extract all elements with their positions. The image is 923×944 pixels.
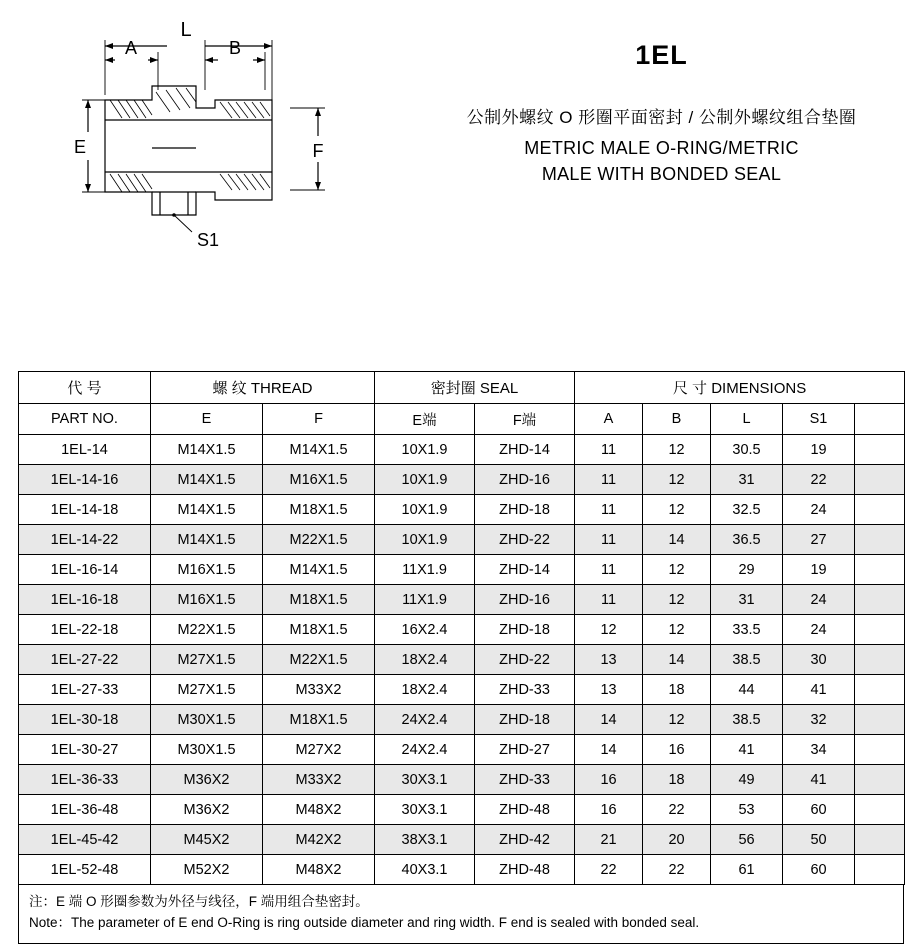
cell-a: 13 — [575, 675, 643, 705]
cell-blank — [855, 645, 905, 675]
cell-thread-e: M27X1.5 — [151, 675, 263, 705]
table-row — [19, 795, 905, 825]
dim-label-a: A — [124, 38, 138, 58]
fitting-drawing-svg — [0, 0, 400, 300]
cell-seal-e: 24X2.4 — [375, 705, 475, 735]
cell-b: 14 — [643, 645, 711, 675]
cell-thread-e: M45X2 — [151, 825, 263, 855]
cell-a: 11 — [575, 585, 643, 615]
cell-l: 29 — [711, 555, 783, 585]
cell-part-no: 1EL-22-18 — [19, 615, 151, 645]
sub-header-l: L — [711, 404, 783, 435]
cell-seal-f: ZHD-16 — [475, 465, 575, 495]
cell-seal-e: 11X1.9 — [375, 585, 475, 615]
cell-seal-f: ZHD-16 — [475, 585, 575, 615]
cell-seal-f: ZHD-33 — [475, 765, 575, 795]
description-english-line1: METRIC MALE O-RING/METRIC — [524, 138, 799, 158]
sub-header-seal-f: F端 — [475, 404, 575, 435]
cell-a: 13 — [575, 645, 643, 675]
cell-l: 56 — [711, 825, 783, 855]
cell-blank — [855, 765, 905, 795]
cell-s1: 19 — [783, 555, 855, 585]
cell-a: 11 — [575, 495, 643, 525]
cell-seal-f: ZHD-22 — [475, 525, 575, 555]
cell-a: 22 — [575, 855, 643, 885]
cell-b: 22 — [643, 795, 711, 825]
table-group-header-row — [19, 372, 905, 404]
cell-a: 11 — [575, 555, 643, 585]
cell-s1: 41 — [783, 765, 855, 795]
sub-header-thread-e: E — [151, 404, 263, 435]
cell-blank — [855, 795, 905, 825]
cell-thread-f: M18X1.5 — [263, 585, 375, 615]
cell-part-no: 1EL-36-48 — [19, 795, 151, 825]
dim-label-s1: S1 — [196, 230, 220, 250]
cell-part-no: 1EL-14 — [19, 435, 151, 465]
cell-a: 12 — [575, 615, 643, 645]
cell-thread-e: M22X1.5 — [151, 615, 263, 645]
cell-thread-f: M48X2 — [263, 795, 375, 825]
table-row — [19, 555, 905, 585]
cell-seal-f: ZHD-14 — [475, 435, 575, 465]
table-body — [19, 435, 905, 885]
cell-s1: 24 — [783, 585, 855, 615]
cell-l: 36.5 — [711, 525, 783, 555]
cell-blank — [855, 555, 905, 585]
note-chinese: 注：E 端 O 形圈参数为外径与线径，F 端用组合垫密封。 — [29, 894, 369, 909]
cell-thread-f: M33X2 — [263, 675, 375, 705]
cell-l: 32.5 — [711, 495, 783, 525]
cell-seal-e: 40X3.1 — [375, 855, 475, 885]
cell-seal-e: 30X3.1 — [375, 765, 475, 795]
description-english-line2: MALE WITH BONDED SEAL — [541, 164, 782, 185]
cell-seal-e: 30X3.1 — [375, 795, 475, 825]
cell-b: 12 — [643, 705, 711, 735]
cell-seal-e: 10X1.9 — [375, 495, 475, 525]
cell-part-no: 1EL-16-18 — [19, 585, 151, 615]
cell-blank — [855, 735, 905, 765]
table-row — [19, 465, 905, 495]
cell-blank — [855, 705, 905, 735]
group-header-seal: 密封圈 SEAL — [375, 372, 575, 404]
specification-table — [18, 371, 905, 885]
cell-thread-e: M30X1.5 — [151, 705, 263, 735]
cell-seal-f: ZHD-18 — [475, 615, 575, 645]
cell-part-no: 1EL-14-18 — [19, 495, 151, 525]
specification-table-wrapper — [18, 371, 904, 944]
cell-thread-e: M36X2 — [151, 795, 263, 825]
cell-thread-f: M14X1.5 — [263, 435, 375, 465]
cell-thread-f: M48X2 — [263, 855, 375, 885]
cell-s1: 32 — [783, 705, 855, 735]
table-row — [19, 585, 905, 615]
cell-part-no: 1EL-45-42 — [19, 825, 151, 855]
cell-blank — [855, 675, 905, 705]
table-row — [19, 705, 905, 735]
cell-l: 61 — [711, 855, 783, 885]
cell-thread-e: M27X1.5 — [151, 645, 263, 675]
cell-thread-e: M14X1.5 — [151, 495, 263, 525]
cell-b: 12 — [643, 495, 711, 525]
table-row — [19, 645, 905, 675]
sub-header-part-no: PART NO. — [19, 404, 151, 435]
cell-thread-f: M22X1.5 — [263, 645, 375, 675]
table-row — [19, 825, 905, 855]
cell-seal-e: 10X1.9 — [375, 525, 475, 555]
cell-seal-e: 16X2.4 — [375, 615, 475, 645]
cell-thread-e: M36X2 — [151, 765, 263, 795]
cell-s1: 24 — [783, 615, 855, 645]
table-row — [19, 765, 905, 795]
cell-s1: 50 — [783, 825, 855, 855]
cell-seal-f: ZHD-48 — [475, 855, 575, 885]
table-row — [19, 675, 905, 705]
cell-b: 12 — [643, 615, 711, 645]
cell-part-no: 1EL-14-16 — [19, 465, 151, 495]
cell-a: 14 — [575, 705, 643, 735]
cell-seal-e: 18X2.4 — [375, 675, 475, 705]
cell-l: 49 — [711, 765, 783, 795]
table-row — [19, 435, 905, 465]
cell-part-no: 1EL-16-14 — [19, 555, 151, 585]
cell-thread-e: M14X1.5 — [151, 465, 263, 495]
cell-thread-e: M30X1.5 — [151, 735, 263, 765]
cell-b: 12 — [643, 435, 711, 465]
sub-header-a: A — [575, 404, 643, 435]
cell-a: 11 — [575, 525, 643, 555]
cell-thread-e: M14X1.5 — [151, 435, 263, 465]
cell-b: 18 — [643, 765, 711, 795]
cell-l: 31 — [711, 465, 783, 495]
cell-s1: 19 — [783, 435, 855, 465]
cell-seal-e: 11X1.9 — [375, 555, 475, 585]
cell-thread-f: M27X2 — [263, 735, 375, 765]
cell-thread-f: M42X2 — [263, 825, 375, 855]
cell-blank — [855, 495, 905, 525]
cell-seal-f: ZHD-48 — [475, 795, 575, 825]
cell-s1: 24 — [783, 495, 855, 525]
cell-a: 11 — [575, 465, 643, 495]
cell-l: 31 — [711, 585, 783, 615]
note-english: Note：The parameter of E end O-Ring is ring outside diameter and ring width. F end is sealed with bonded seal. — [29, 914, 700, 930]
cell-thread-f: M18X1.5 — [263, 615, 375, 645]
group-header-dimensions: 尺 寸 DIMENSIONS — [575, 372, 905, 404]
cell-a: 16 — [575, 795, 643, 825]
header-section — [0, 0, 923, 300]
cell-thread-f: M16X1.5 — [263, 465, 375, 495]
group-header-part: 代 号 — [19, 372, 151, 404]
cell-seal-e: 18X2.4 — [375, 645, 475, 675]
cell-l: 33.5 — [711, 615, 783, 645]
cell-a: 14 — [575, 735, 643, 765]
table-sub-header-row — [19, 404, 905, 435]
cell-blank — [855, 465, 905, 495]
cell-seal-e: 10X1.9 — [375, 435, 475, 465]
cell-thread-f: M18X1.5 — [263, 495, 375, 525]
cell-part-no: 1EL-14-22 — [19, 525, 151, 555]
cell-thread-f: M14X1.5 — [263, 555, 375, 585]
dim-label-e: E — [73, 137, 87, 157]
table-row — [19, 735, 905, 765]
cell-part-no: 1EL-30-27 — [19, 735, 151, 765]
cell-thread-f: M18X1.5 — [263, 705, 375, 735]
cell-part-no: 1EL-27-22 — [19, 645, 151, 675]
cell-thread-e: M16X1.5 — [151, 585, 263, 615]
cell-seal-f: ZHD-33 — [475, 675, 575, 705]
cell-seal-f: ZHD-42 — [475, 825, 575, 855]
cell-seal-f: ZHD-18 — [475, 705, 575, 735]
table-row — [19, 855, 905, 885]
title-block — [400, 0, 923, 187]
cell-l: 38.5 — [711, 705, 783, 735]
cell-s1: 60 — [783, 795, 855, 825]
cell-s1: 22 — [783, 465, 855, 495]
sub-header-s1: S1 — [783, 404, 855, 435]
cell-seal-e: 24X2.4 — [375, 735, 475, 765]
fitting-drawing — [0, 0, 400, 300]
cell-s1: 30 — [783, 645, 855, 675]
cell-b: 12 — [643, 555, 711, 585]
cell-b: 20 — [643, 825, 711, 855]
cell-blank — [855, 585, 905, 615]
sub-header-blank — [855, 404, 905, 435]
cell-s1: 34 — [783, 735, 855, 765]
cell-l: 41 — [711, 735, 783, 765]
cell-l: 38.5 — [711, 645, 783, 675]
cell-s1: 41 — [783, 675, 855, 705]
cell-b: 22 — [643, 855, 711, 885]
table-row — [19, 495, 905, 525]
sub-header-thread-f: F — [263, 404, 375, 435]
notes-box — [18, 885, 904, 944]
cell-a: 11 — [575, 435, 643, 465]
dim-label-f: F — [312, 141, 324, 161]
cell-thread-e: M16X1.5 — [151, 555, 263, 585]
table-row — [19, 525, 905, 555]
cell-blank — [855, 855, 905, 885]
product-code: 1EL — [635, 40, 688, 70]
cell-blank — [855, 435, 905, 465]
cell-b: 16 — [643, 735, 711, 765]
cell-thread-e: M52X2 — [151, 855, 263, 885]
cell-s1: 60 — [783, 855, 855, 885]
cell-b: 14 — [643, 525, 711, 555]
dim-label-l: L — [180, 19, 192, 41]
cell-part-no: 1EL-27-33 — [19, 675, 151, 705]
cell-l: 30.5 — [711, 435, 783, 465]
cell-part-no: 1EL-52-48 — [19, 855, 151, 885]
cell-seal-f: ZHD-27 — [475, 735, 575, 765]
group-header-thread: 螺 纹 THREAD — [151, 372, 375, 404]
cell-part-no: 1EL-36-33 — [19, 765, 151, 795]
cell-seal-f: ZHD-22 — [475, 645, 575, 675]
cell-l: 44 — [711, 675, 783, 705]
cell-seal-e: 38X3.1 — [375, 825, 475, 855]
cell-l: 53 — [711, 795, 783, 825]
cell-blank — [855, 615, 905, 645]
cell-blank — [855, 525, 905, 555]
cell-b: 18 — [643, 675, 711, 705]
cell-a: 21 — [575, 825, 643, 855]
cell-seal-f: ZHD-14 — [475, 555, 575, 585]
sub-header-seal-e: E端 — [375, 404, 475, 435]
cell-seal-f: ZHD-18 — [475, 495, 575, 525]
cell-blank — [855, 825, 905, 855]
description-chinese: 公制外螺纹 O 形圈平面密封 / 公制外螺纹组合垫圈 — [466, 108, 857, 127]
cell-b: 12 — [643, 585, 711, 615]
cell-thread-f: M22X1.5 — [263, 525, 375, 555]
cell-seal-e: 10X1.9 — [375, 465, 475, 495]
cell-thread-e: M14X1.5 — [151, 525, 263, 555]
sub-header-b: B — [643, 404, 711, 435]
table-row — [19, 615, 905, 645]
cell-thread-f: M33X2 — [263, 765, 375, 795]
dim-label-b: B — [228, 38, 242, 58]
cell-part-no: 1EL-30-18 — [19, 705, 151, 735]
cell-a: 16 — [575, 765, 643, 795]
cell-b: 12 — [643, 465, 711, 495]
cell-s1: 27 — [783, 525, 855, 555]
